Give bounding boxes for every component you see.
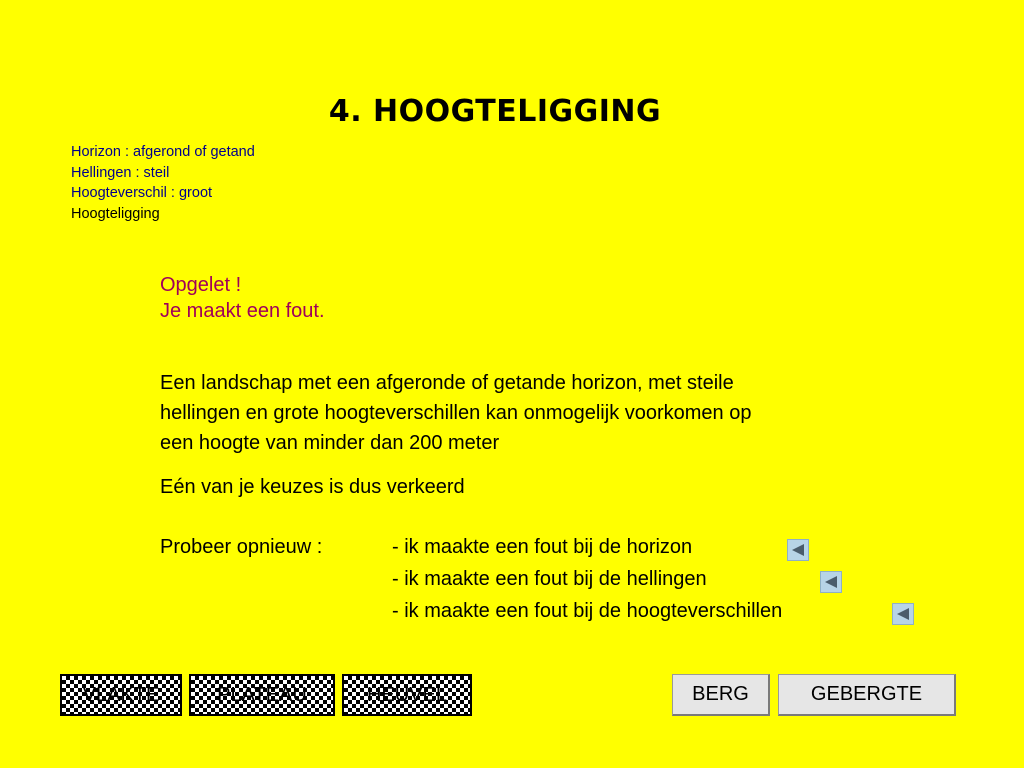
warning-heading: Opgelet !	[160, 274, 242, 296]
retry-row-horizon	[160, 536, 692, 559]
retry-option-hellingen: - ik maakte een fout bij de hellingen	[392, 568, 707, 590]
retry-row-hoogteverschillen	[392, 600, 782, 623]
summary-hoogteverschil: Hoogteverschil : groot	[71, 185, 213, 201]
explanation-line-3: een hoogte van minder dan 200 meter	[160, 432, 500, 454]
retry-row-hellingen	[392, 568, 707, 591]
nav-button-plateau[interactable]: PLATEAU	[189, 674, 335, 716]
explanation-text	[160, 368, 960, 458]
nav-button-heuvel[interactable]: HEUVEL	[342, 674, 472, 716]
retry-option-hoogteverschillen: - ik maakte een fout bij de hoogteverschillen	[392, 600, 783, 622]
summary-hellingen: Hellingen : steil	[71, 164, 170, 181]
back-arrow-icon	[788, 540, 808, 560]
choices-summary	[71, 142, 255, 224]
back-arrow-icon	[893, 604, 913, 624]
retry-lead: Probeer opnieuw :	[160, 536, 323, 558]
warning-text: Je maakt een fout.	[160, 300, 325, 322]
nav-button-gebergte[interactable]: GEBERGTE	[778, 674, 956, 716]
back-button-hoogteverschillen[interactable]	[892, 603, 914, 625]
explanation-line-2: hellingen en grote hoogteverschillen kan onmogelijk voorkomen op	[160, 402, 752, 424]
back-button-hellingen[interactable]	[820, 571, 842, 593]
retry-option-horizon: - ik maakte een fout bij de horizon	[392, 536, 693, 558]
nav-button-berg[interactable]: BERG	[672, 674, 770, 716]
conclusion-text: Eén van je keuzes is dus verkeerd	[160, 476, 465, 498]
page-title: 4. HOOGTELIGGING	[328, 94, 662, 129]
explanation-line-1: Een landschap met een afgeronde of getande horizon, met steile	[160, 372, 734, 394]
warning-message	[160, 272, 325, 324]
back-button-horizon[interactable]	[787, 539, 809, 561]
back-arrow-icon	[821, 572, 841, 592]
nav-button-vlakte[interactable]: VLAKTE	[60, 674, 182, 716]
summary-hoogteligging: Hoogteligging	[71, 205, 160, 222]
summary-horizon: Horizon : afgerond of getand	[71, 144, 255, 160]
